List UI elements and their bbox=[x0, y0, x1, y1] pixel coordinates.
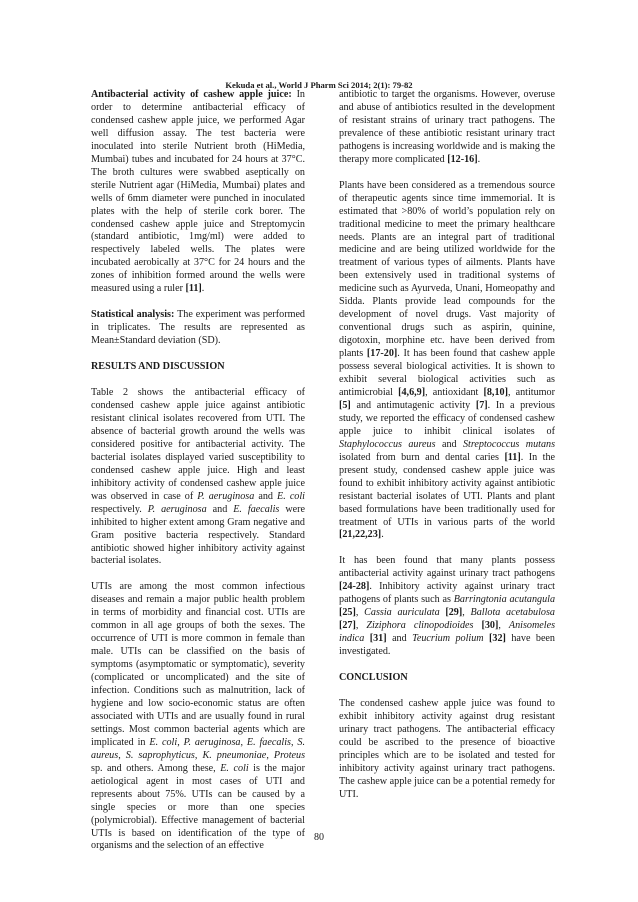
paragraph-statistical-analysis: Statistical analysis: The experiment was performed in triplicates. The results are represented as Mean±Standard deviation (SD). bbox=[91, 309, 305, 347]
right-column bbox=[339, 89, 555, 802]
paragraph-conclusion: The condensed cashew apple juice was found to exhibit inhibitory activity against drug resistant urinary tract pathogens. The antibacterial efficacy could be ascribed to the presence of bioactive principles which are to be isolated and tested for inhibitory activity against urinary tract pathogens. The cashew apple juice can be a potential remedy for UTI. bbox=[339, 697, 555, 800]
section-heading-conclusion: CONCLUSION bbox=[339, 672, 408, 684]
paragraph-antibiotic-resistance: antibiotic to target the organisms. However, overuse and abuse of antibiotics resulted in the development of resistant strains of urinary tract pathogens. The prevalence of these antibiotic resistant urinary tract pathogens is increasing worldwide and is making the therapy more complicated [12-16]. bbox=[339, 89, 555, 165]
subheading-statistical-analysis: Statistical analysis: bbox=[91, 309, 175, 321]
paragraph-utis: UTIs are among the most common infectious diseases and remain a major public health problem in terms of morbidity and financial cost. UTIs are common in all age groups of both the sexes. The occurrence of UTI is more common in female than male. UTIs can be classified on the basis of symptoms (asymptomatic or symptomatic), severity (complicated or uncomplicated) and the site of infection. Conditions such as malnutrition, lack of hygiene and low socio-economic status are often associated with UTIs and are usually found in rural settings. Most common bacterial agents which are implicated in E. coli, P. aeruginosa, E. faecalis, S. aureus, S. saprophyticus, K. pneumoniae, Proteus sp. and others. Among these, E. coli is the major aetiological agent in most cases of UTI and represents about 75%. UTIs can be caused by a single species or more than one species (polymicrobial). Effective management of bacterial UTIs is based on identification of the type of organisms and the selection of an effective bbox=[91, 581, 306, 852]
paragraph-plants-antibacterial: It has been found that many plants possess antibacterial activity against urinary tract pathogens [24-28]. Inhibitory activity against urinary tract pathogens of plants such as Barringtonia acutangula [25], Cassia auriculata [29], Ballota acetabulosa [27], Ziziphora clinopodioides [30], Anisomeles indica [31] and Teucrium polium [32] have been investigated. bbox=[339, 555, 556, 658]
page-number: 80 bbox=[314, 832, 324, 843]
left-column bbox=[91, 89, 305, 853]
running-header: Kekuda et al., World J Pharm Sci 2014; 2(1): 79-82 bbox=[225, 80, 413, 90]
paragraph-results-table2: Table 2 shows the antibacterial efficacy of condensed cashew apple juice against antibiotic resistant clinical isolates recovered from UTI. The absence of bacterial growth around the wells was considered positive for antibacterial activity. The bacterial isolates displayed varied susceptibility to condensed cashew apple juice. High and least inhibitory activity of condensed cashew apple juice was observed in case of P. aeruginosa and E. coli respectively. P. aeruginosa and E. faecalis were inhibited to higher extent among Gram negative and Gram positive bacteria respectively. Standard antibiotic showed higher inhibitory activity against bacterial isolates. bbox=[91, 387, 306, 567]
section-heading-results: RESULTS AND DISCUSSION bbox=[91, 361, 225, 373]
paragraph-plants-therapeutic: Plants have been considered as a tremendous source of therapeutic agents since time immemorial. It is estimated that >80% of world’s population rely on traditional medicine to meet the primary healthcare needs. Plants are an integral part of traditional medicine and are being utilized worldwide for the treatment of various types of ailments. Plants have been extensively used in traditional systems of medicine such as Ayurveda, Unani, Homeopathy and Sidda. Plants provide lead compounds for the development of novel drugs. Vast majority of conventional drugs such as aspirin, quinine, digotoxin, morphine etc. have been derived from plants [17-20]. It has been found that cashew apple possess several biological activities. It is shown to exhibit several biological activities such as antimicrobial [4,6,9], antioxidant [8,10], antitumor [5] and antimutagenic activity [7]. In a previous study, we reported the efficacy of condensed cashew apple juice to inhibit clinical isolates of Staphylococcus aureus and Streptococcus mutans isolated from burn and dental caries [11]. In the present study, condensed cashew apple juice was found to exhibit inhibitory activity against antibiotic resistant bacterial isolates of UTI. Plants and plant based formulations have been traditionally used for treatment of UTIs in various parts of the world [21,22,23]. bbox=[339, 179, 556, 541]
paragraph-antibacterial-activity: Antibacterial activity of cashew apple juice: In order to determine antibacterial efficacy of condensed cashew apple juice, we performed Agar well diffusion assay. The test bacteria were inoculated into sterile Nutrient broth (HiMedia, Mumbai) tubes and incubated for 24 hours at 37°C. The broth cultures were swabbed aseptically on sterile Nutrient agar (HiMedia, Mumbai) plates and wells of 6mm diameter were punched in inoculated plates with the help of sterile cork borer. The condensed cashew apple juice and Streptomycin (standard antibiotic, 1mg/ml) were added to respectively labeled wells. The plates were incubated aerobically at 37°C for 24 hours and the zones of inhibition formed around the wells were measured using a ruler [11]. bbox=[91, 89, 305, 295]
subheading-antibacterial-activity: Antibacterial activity of cashew apple juice: bbox=[91, 89, 292, 100]
